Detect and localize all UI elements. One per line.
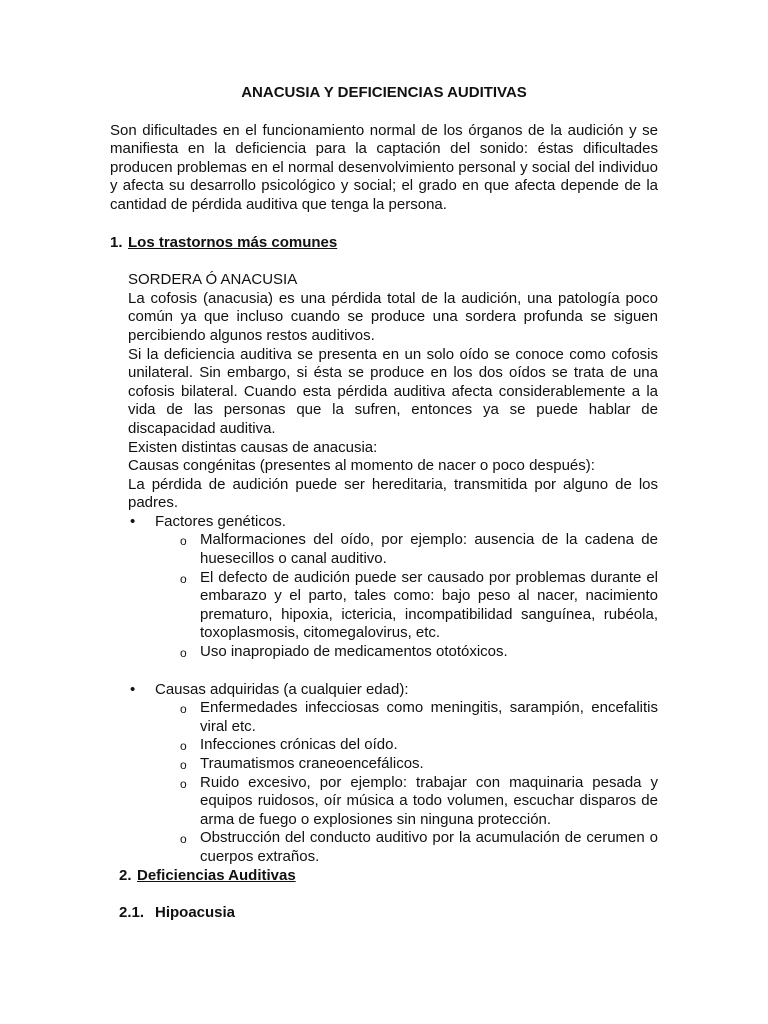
sordera-subheading: SORDERA Ó ANACUSIA: [128, 271, 298, 289]
intro-paragraph: Son dificultades en el funcionamiento normal de los órganos de la audición y se manifiesta en la deficiencia para la captación del sonido: éstas dificultades producen problemas en el normal desenvolvimiento personal y social del individuo y afecta su desarrollo psicológico y social; el grado en que afecta depende de la cantidad de pérdida auditiva que tenga la persona.: [110, 121, 658, 213]
list-item: o El defecto de audición puede ser causado por problemas durante el embarazo y el parto, tales como: bajo peso al nacer, nacimiento prematuro, hipoxia, ictericia, incompatibilidad sanguínea, rubéola, toxoplasmosis, citomegalovirus, etc.: [200, 569, 658, 643]
list-item: o Infecciones crónicas del oído.: [200, 736, 658, 755]
bullet-causas-adquiridas: [128, 681, 658, 867]
bullet-factores-geneticos: [128, 513, 658, 681]
section-1-body: [128, 271, 658, 513]
list-item: o Ruido excesivo, por ejemplo: trabajar con maquinaria pesada y equipos ruidosos, oír música a todo volumen, escuchar disparos de arma de fuego o explosiones sin ninguna protección.: [200, 774, 658, 830]
factores-sublist: [155, 531, 658, 661]
list-item: o Obstrucción del conducto auditivo por la acumulación de cerumen o cuerpos extraños.: [200, 829, 658, 866]
causes-list: [110, 513, 658, 867]
bullet-label: Causas adquiridas (a cualquier edad):: [155, 680, 409, 698]
paragraph-unilateral: Si la deficiencia auditiva se presenta en un solo oído se conoce como cofosis unilateral. Sin embargo, si ésta se produce en los dos oídos se trata de una cofosis bilateral. Cuando esta pérdida auditiva afecta considerablemente a la vida de las personas que la sufren, entonces ya se puede hablar de discapacidad auditiva.: [128, 345, 658, 437]
paragraph-causas: Existen distintas causas de anacusia:: [128, 438, 378, 456]
section-1-label: Los trastornos más comunes: [128, 233, 338, 251]
section-2-heading: [110, 867, 658, 886]
section-1-heading: [110, 234, 658, 253]
bullet-label: Factores genéticos.: [155, 512, 286, 530]
list-item: o Malformaciones del oído, por ejemplo: ausencia de la cadena de huesecillos o canal auditivo.: [200, 531, 658, 568]
section-2-1-number: 2.1.: [119, 904, 145, 922]
paragraph-congenitas: Causas congénitas (presentes al momento de nacer o poco después):: [128, 457, 595, 475]
paragraph-hereditaria: La pérdida de audición puede ser hereditaria, transmitida por alguno de los padres.: [128, 475, 658, 512]
section-2-1-heading: [110, 904, 658, 923]
list-item: o Traumatismos craneoencefálicos.: [200, 755, 658, 774]
list-item: o Enfermedades infecciosas como meningitis, sarampión, encefalitis viral etc.: [200, 699, 658, 736]
paragraph-cofosis: La cofosis (anacusia) es una pérdida total de la audición, una patología poco común ya que incluso cuando se produce una sordera profunda se siguen percibiendo algunos restos auditivos.: [128, 289, 658, 344]
section-2-1-label: Hipoacusia: [155, 904, 236, 922]
section-2-label: Deficiencias Auditivas: [137, 866, 296, 884]
document-title: ANACUSIA Y DEFICIENCIAS AUDITIVAS: [241, 84, 527, 101]
section-1-number: 1.: [110, 233, 123, 251]
list-item: o Uso inapropiado de medicamentos ototóxicos.: [200, 643, 658, 662]
section-2-number: 2.: [119, 866, 132, 884]
adquiridas-sublist: [155, 699, 658, 866]
